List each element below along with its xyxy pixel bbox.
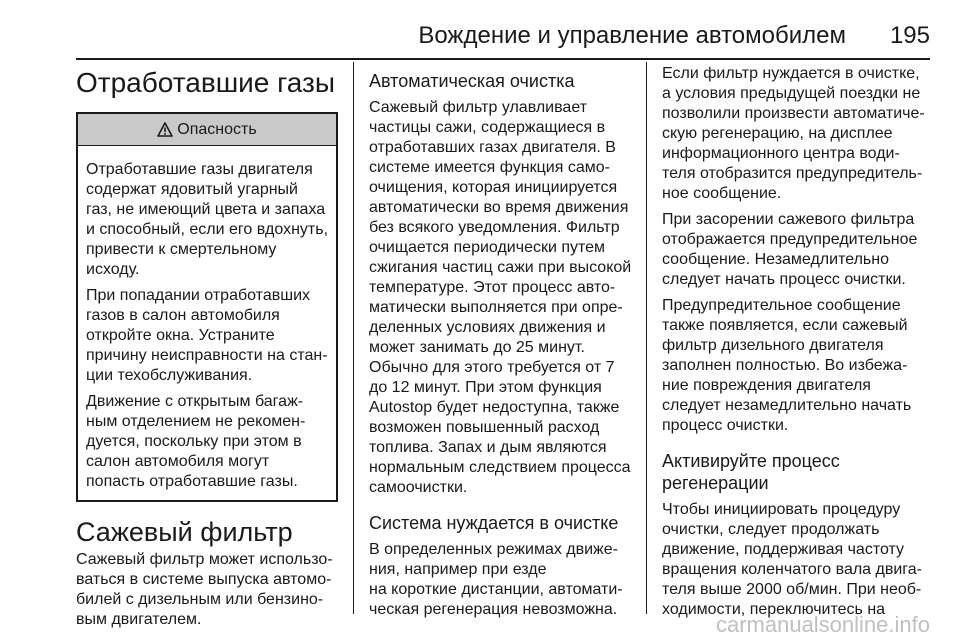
text-line: до 12 минут. При этом функция: [369, 379, 602, 396]
subsection-title-activate-regeneration: [662, 450, 932, 494]
column-3: [662, 62, 932, 620]
text-line: позволили произвести автоматиче-: [662, 105, 925, 122]
watermark-text: carmanualsonline.info: [715, 612, 930, 637]
text-line: сообщение. Незамедлительно: [662, 251, 889, 268]
danger-body: [78, 146, 336, 500]
column-1: [76, 62, 338, 630]
text-line: сжигания частиц сажи при высокой: [369, 259, 632, 276]
text-line: откройте окна. Устраните: [86, 327, 275, 344]
text-line: ние повреждения двигателя: [662, 377, 871, 394]
text-line: может занимать до 25 минут.: [369, 339, 585, 356]
danger-paragraph: [86, 286, 328, 386]
text-line: Autostop будет недоступна, также: [369, 399, 620, 416]
column-2: [369, 62, 637, 620]
paragraph: [662, 296, 932, 436]
text-line: ным отделением не рекомен-: [86, 413, 306, 430]
text-line: частицы сажи, содержащиеся в: [369, 119, 606, 136]
text-line: очищается периодически путем: [369, 239, 606, 256]
page-number: 195: [889, 22, 930, 49]
text-line: ваться в системе выпуска автомо-: [76, 571, 332, 588]
text-line: газов в салон автомобиля: [86, 307, 280, 324]
text-line: ния, например при езде: [369, 561, 547, 578]
text-line: без всякого уведомления. Фильтр: [369, 219, 620, 236]
text-line: скую регенерацию, на дисплее: [662, 125, 893, 142]
text-line: следует незамедлительно начать: [662, 397, 912, 414]
warning-icon: [157, 122, 173, 138]
text-line: процесс очистки.: [662, 417, 789, 434]
text-line: также появляется, если сажевый: [662, 317, 908, 334]
text-line: Чтобы инициировать процедуру: [662, 501, 901, 518]
page-header: [76, 22, 930, 52]
text-line: системе имеется функция само-: [369, 159, 610, 176]
text-line: содержат ядовитый угарный: [86, 181, 298, 198]
paragraph: [662, 210, 932, 290]
text-line: а условия предыдущей поездки не: [662, 85, 921, 102]
text-line: Предупредительное сообщение: [662, 297, 901, 314]
text-line: очистки, следует продолжать: [662, 521, 880, 538]
subsection-title-needs-clean: Система нуждается в очистке: [369, 513, 619, 533]
text-line: заполнен полностью. Во избежа-: [662, 357, 908, 374]
text-line: ции техобслуживания.: [86, 367, 253, 384]
text-line: ное сообщение.: [662, 185, 782, 202]
danger-box: [76, 112, 338, 502]
text-line: Сажевый фильтр может использо-: [76, 551, 333, 568]
text-line: газ, не имеющий цвета и запаха: [86, 201, 326, 218]
text-line: матически выполняется при опре-: [369, 299, 623, 316]
text-line: Движение с открытым багаж-: [86, 393, 304, 410]
paragraph: [369, 540, 637, 620]
text-line: возможен повышенный расход: [369, 419, 600, 436]
text-line: нормальным следствием процесса: [369, 459, 631, 476]
text-line: Отработавшие газы двигателя: [86, 161, 313, 178]
text-line: информационного центра води-: [662, 145, 900, 162]
text-line: отображается предупредительное: [662, 231, 918, 248]
text-line: ходимости, переключитесь на: [662, 601, 886, 618]
text-line: Если фильтр нуждается в очистке,: [662, 65, 920, 82]
header-rule: [76, 58, 930, 60]
paragraph: [369, 98, 637, 498]
paragraph: [76, 550, 338, 630]
danger-header: [78, 114, 336, 146]
text-line: самоочистки.: [369, 479, 468, 496]
text-line: топлива. Запах и дым являются: [369, 439, 607, 456]
text-line: и способный, если его вдохнуть,: [86, 221, 329, 238]
paragraph: [662, 64, 932, 204]
danger-paragraph: [86, 392, 328, 492]
text-line: Обычно для этого требуется от 7: [369, 359, 615, 376]
text-line: При попадании отработавших: [86, 287, 310, 304]
text-line: При засорении сажевого фильтра: [662, 211, 915, 228]
text-line: отработавших газах двигателя. В: [369, 139, 616, 156]
text-line: билей с дизельным или бензино-: [76, 591, 324, 608]
text-line: деленных условиях движения и: [369, 319, 606, 336]
title-line: Активируйте процесс: [662, 451, 840, 471]
text-line: температуре. Этот процесс авто-: [369, 279, 616, 296]
column-divider-1: [353, 62, 354, 614]
text-line: теля выше 2000 об/мин. При необ-: [662, 581, 922, 598]
text-line: попасть отработавшие газы.: [86, 473, 298, 490]
text-line: автоматически во время движения: [369, 199, 629, 216]
text-line: В определенных режимах движе-: [369, 541, 618, 558]
text-line: ческая регенерация невозможна.: [369, 601, 618, 618]
text-line: Сажевый фильтр улавливает: [369, 99, 588, 116]
title-line: регенерации: [662, 473, 769, 493]
section-title-soot-filter: Сажевый фильтр: [76, 517, 293, 547]
text-line: на короткие дистанции, автомати-: [369, 581, 623, 598]
text-line: исходу.: [86, 261, 140, 278]
section-title-exhaust: Отработавшие газы: [76, 67, 335, 98]
text-line: дуется, поскольку при этом в: [86, 433, 302, 450]
column-divider-2: [646, 62, 647, 614]
header-title: Вождение и управление автомобилем: [418, 22, 846, 49]
text-line: очищения, которая инициируется: [369, 179, 618, 196]
text-line: следует начать процесс очистки.: [662, 271, 906, 288]
subsection-title-auto-clean: Автоматическая очистка: [369, 71, 575, 91]
danger-label: Опасность: [177, 120, 257, 138]
text-line: привести к смертельному: [86, 241, 277, 258]
text-line: салон автомобиля могут: [86, 453, 270, 470]
danger-paragraph: [86, 160, 328, 280]
text-line: теля отобразится предупредитель-: [662, 165, 923, 182]
text-line: вращения коленчатого вала двига-: [662, 561, 922, 578]
text-line: движение, поддерживая частоту: [662, 541, 905, 558]
text-line: причину неисправности на стан-: [86, 347, 328, 364]
text-line: вым двигателем.: [76, 611, 202, 628]
text-line: фильтр дизельного двигателя: [662, 337, 884, 354]
paragraph: [662, 500, 932, 620]
